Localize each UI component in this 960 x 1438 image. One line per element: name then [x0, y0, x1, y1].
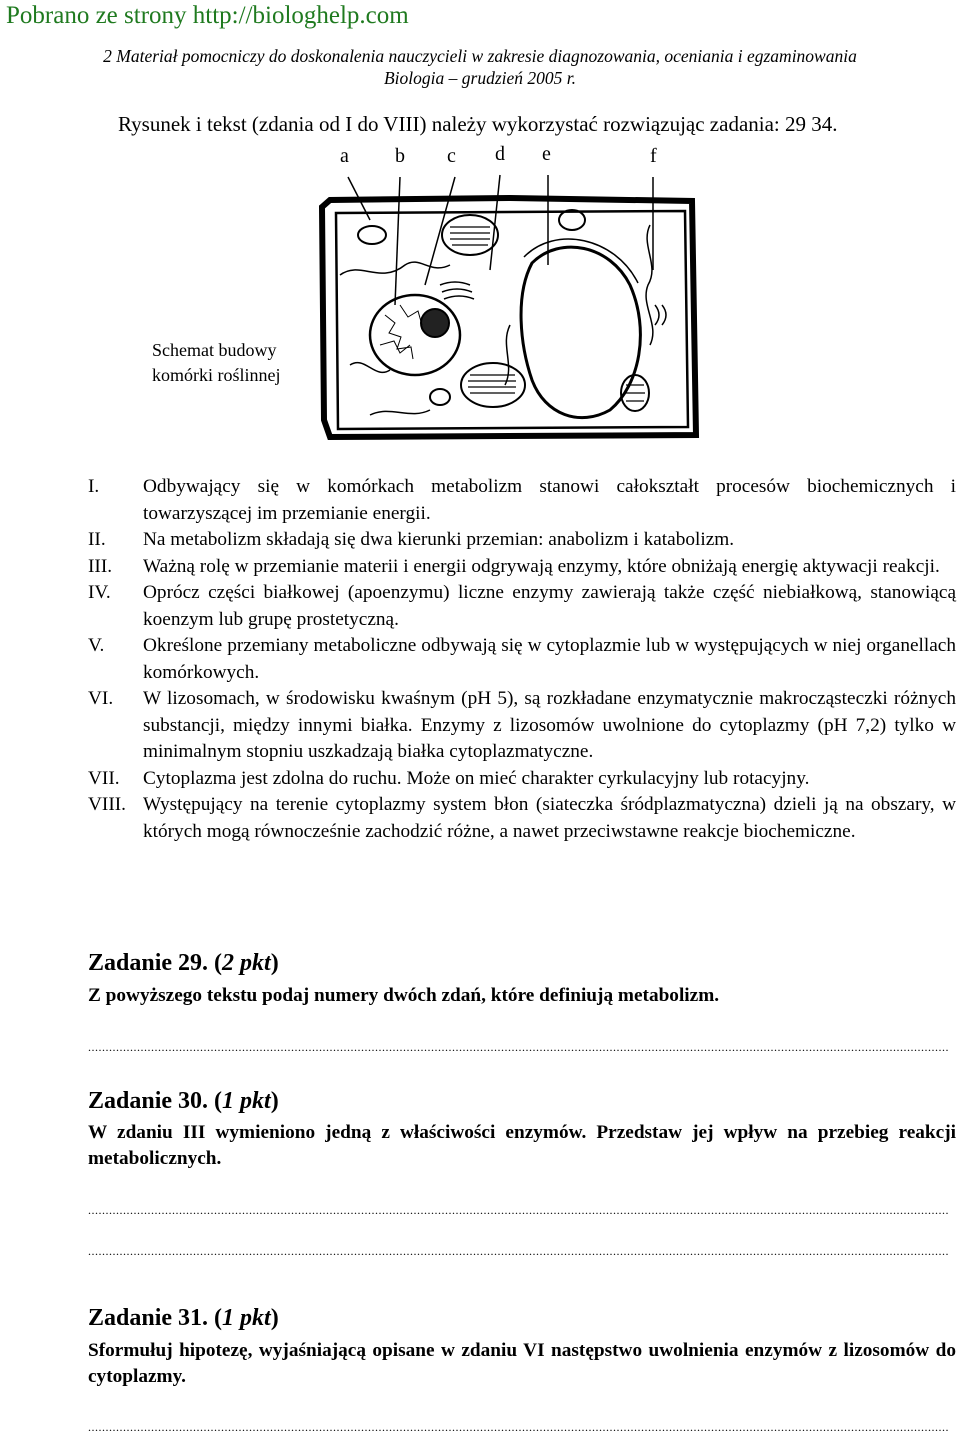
- task-title-close: ): [270, 1088, 279, 1114]
- task-31-title: [88, 1305, 279, 1332]
- statements-list: [88, 474, 956, 845]
- chloroplast-3: [621, 375, 649, 411]
- statement-item: [88, 554, 956, 581]
- statement-text: Na metabolizm składają się dwa kierunki przemian: anabolizm i katabolizm.: [143, 529, 735, 550]
- statement-text: W lizosomach, w środowisku kwaśnym (pH 5), są rozkładane enzymatycznie makrocząsteczki różnych substancji, między innymi białka. Enzymy z lizosomów uwolnione do cytoplazmy (pH 7,2) tylko w minimalnym stopniu uszkadzają białka cytoplazmatyczne.: [143, 688, 956, 762]
- mitochondrion-3: [430, 389, 450, 405]
- pointer-line-c: [425, 177, 455, 285]
- task-title-text: Zadanie 29. (: [88, 950, 223, 976]
- answer-line[interactable]: ......................................................................................................................................................................................................................................................: [88, 1420, 949, 1434]
- statement-number: III.: [88, 555, 113, 577]
- statement-number: V.: [88, 635, 105, 656]
- task-title-close: ): [270, 950, 279, 976]
- page-header-line2: Biologia – grudzień 2005 r.: [383, 68, 577, 88]
- statement-item: [88, 633, 956, 686]
- answer-line[interactable]: ......................................................................................................................................................................................................................................................: [88, 1244, 949, 1258]
- statement-item: [88, 686, 956, 766]
- statement-number: VI.: [88, 688, 114, 709]
- task-31-question: Sformułuj hipotezę, wyjaśniającą opisane w zdaniu VI następstwo uwolnienia enzymów z lizosomów do cytoplazmy.: [88, 1340, 956, 1387]
- statement-item: [88, 474, 956, 527]
- pointer-line-b: [395, 177, 400, 305]
- intro-instruction: Rysunek i tekst (zdania od I do VIII) należy wykorzystać rozwiązując zadania: 29 34.: [118, 112, 838, 136]
- task-29-title: [88, 950, 279, 977]
- statement-item: [88, 527, 956, 554]
- task-29-question: Z powyższego tekstu podaj numery dwóch zdań, które definiują metabolizm.: [88, 985, 720, 1006]
- statement-item: [88, 792, 956, 845]
- task-title-close: ): [270, 1305, 279, 1331]
- figure-label-f: f: [650, 145, 657, 167]
- chloroplast-1: [442, 215, 498, 255]
- vacuole: [521, 247, 640, 418]
- answer-line[interactable]: ......................................................................................................................................................................................................................................................: [88, 1040, 949, 1054]
- task-points: 1 pkt: [222, 1088, 271, 1114]
- task-points: 2 pkt: [222, 950, 271, 976]
- figure-label-b: b: [395, 145, 405, 167]
- task-title-text: Zadanie 31. (: [88, 1305, 223, 1331]
- figure-caption-line1: Schemat budowy: [152, 340, 277, 360]
- task-points: 1 pkt: [222, 1305, 271, 1331]
- figure-caption-line2: komórki roślinnej: [152, 365, 281, 385]
- source-watermark: Pobrano ze strony http://biologhelp.com: [6, 2, 409, 29]
- cell-membrane: [336, 211, 688, 429]
- statement-number: VIII.: [88, 794, 127, 815]
- page-header-line1: 2 Materiał pomocniczy do doskonalenia nauczycieli w zakresie diagnozowania, oceniania i egzaminowania: [103, 46, 857, 66]
- statement-number: II.: [88, 529, 106, 550]
- answer-line[interactable]: ......................................................................................................................................................................................................................................................: [88, 1203, 949, 1217]
- figure-label-a: a: [340, 145, 349, 167]
- statement-text: Ważną rolę w przemianie materii i energii odgrywają enzymy, które obniżają energię aktywacji reakcji.: [143, 555, 940, 577]
- statement-number: I.: [88, 476, 100, 497]
- statement-number: VII.: [88, 767, 120, 789]
- task-30-question: W zdaniu III wymieniono jedną z właściwości enzymów. Przedstaw jej wpływ na przebieg reakcji metabolicznych.: [88, 1122, 956, 1169]
- statement-item: [88, 766, 956, 793]
- plant-cell-diagram: [310, 165, 700, 450]
- statement-text: Oprócz części białkowej (apoenzymu) liczne enzymy zawierają także część niebiałkową, stanowiącą koenzym lub grupę prostetyczną.: [143, 582, 956, 630]
- statement-text: Odbywający się w komórkach metabolizm stanowi całokształt procesów biochemicznych i towarzyszącej im przemianie energii.: [143, 476, 956, 524]
- chloroplast-2: [461, 363, 525, 407]
- statement-item: [88, 580, 956, 633]
- task-title-text: Zadanie 30. (: [88, 1088, 223, 1114]
- figure-label-e: e: [542, 143, 551, 165]
- figure-label-d: d: [495, 143, 505, 165]
- figure-caption: [152, 338, 281, 388]
- task-30-title: [88, 1088, 279, 1115]
- mitochondrion-1: [358, 226, 386, 244]
- mitochondrion-2: [559, 210, 585, 230]
- figure-label-c: c: [447, 145, 456, 167]
- nucleus: [370, 295, 460, 375]
- statement-number: IV.: [88, 582, 111, 603]
- statement-text: Występujący na terenie cytoplazmy system błon (siateczka śródplazmatyczna) dzieli ją na obszary, w których mogą równocześnie zachodzić różne, a nawet przeciwstawne reakcje biochemiczne.: [143, 794, 956, 842]
- statement-text: Określone przemiany metaboliczne odbywają się w cytoplazmie lub w występujących w niej organellach komórkowych.: [143, 635, 956, 683]
- statement-text: Cytoplazma jest zdolna do ruchu. Może on mieć charakter cyrkulacyjny lub rotacyjny.: [143, 767, 810, 789]
